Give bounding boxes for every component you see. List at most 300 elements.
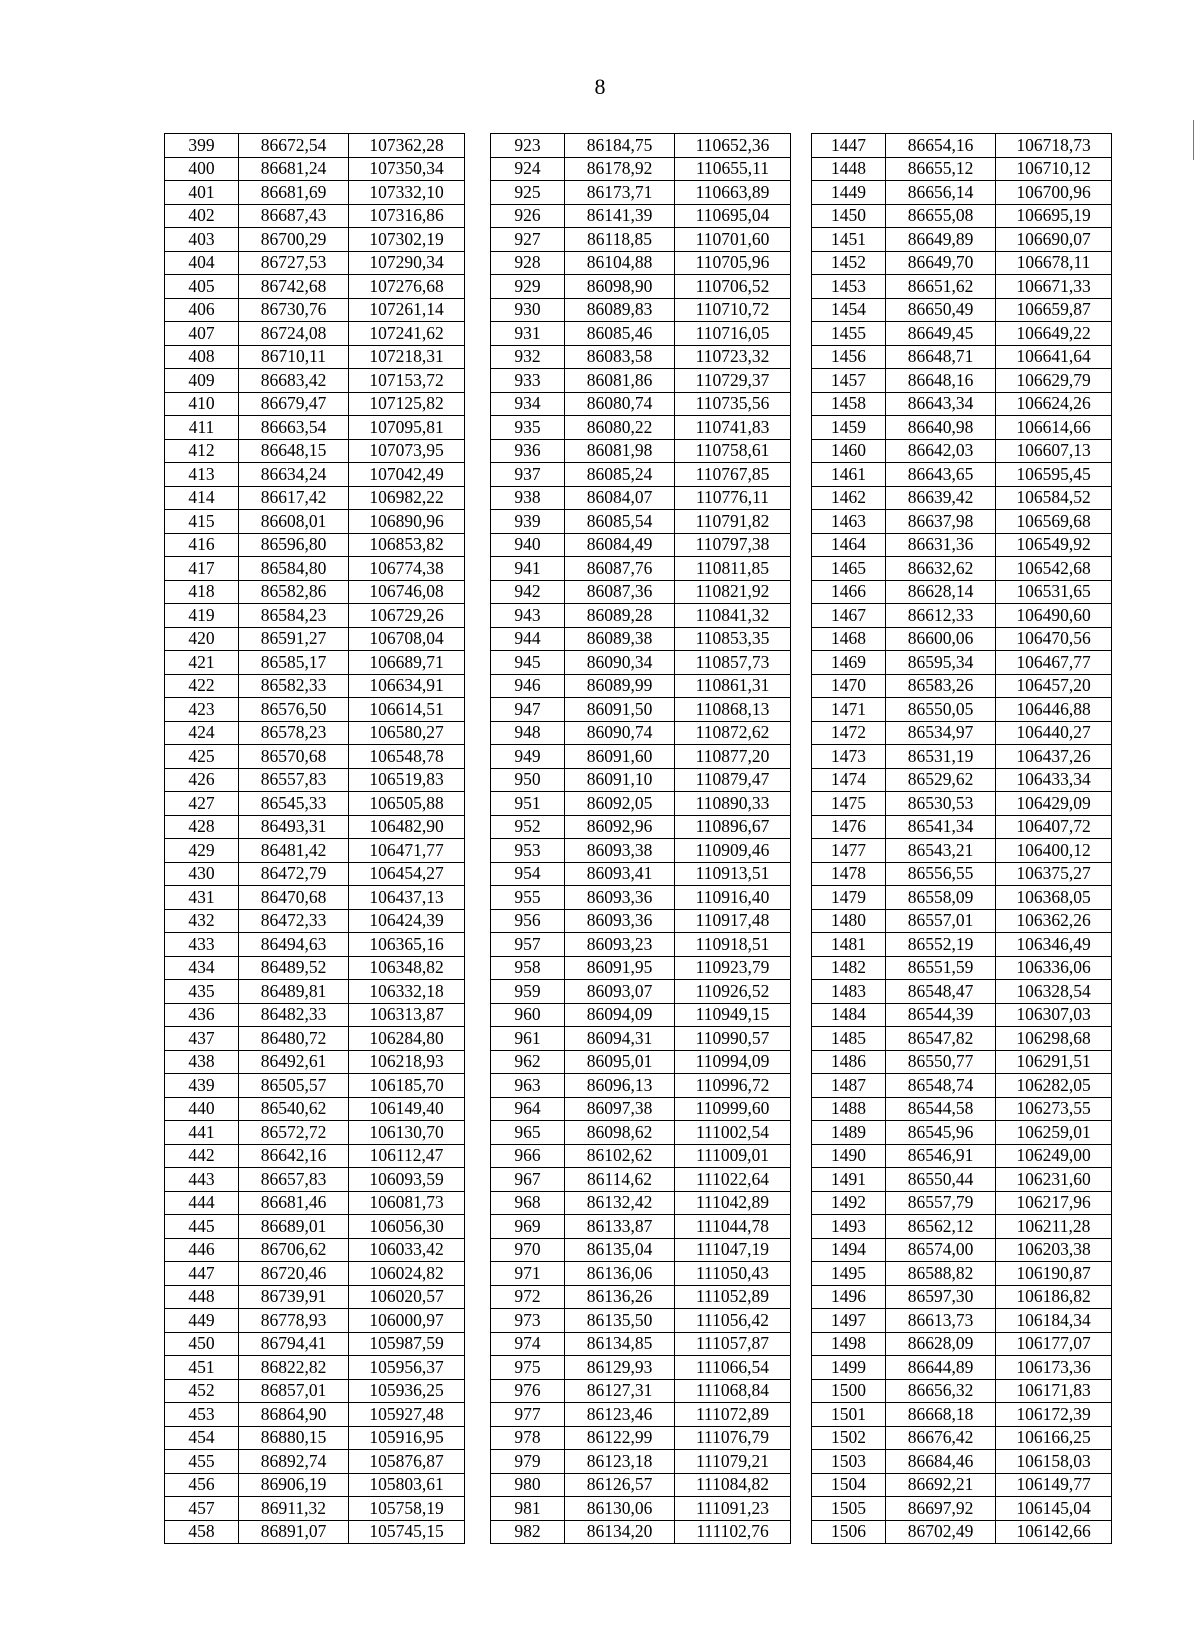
y-coordinate-cell: 106595,45 [996,463,1112,487]
table-row [165,604,465,628]
point-number-cell: 1476 [812,815,886,839]
y-coordinate-cell: 106173,36 [996,1356,1112,1380]
point-number-cell: 974 [491,1332,565,1356]
y-coordinate-cell: 111076,79 [675,1426,791,1450]
point-number-cell: 425 [165,745,239,769]
x-coordinate-cell: 86891,07 [239,1520,349,1544]
point-number-cell: 954 [491,862,565,886]
y-coordinate-cell: 110909,46 [675,839,791,863]
x-coordinate-cell: 86505,57 [239,1074,349,1098]
point-number-cell: 427 [165,792,239,816]
y-coordinate-cell: 107218,31 [349,345,465,369]
point-number-cell: 981 [491,1497,565,1521]
table-row [165,463,465,487]
point-number-cell: 1493 [812,1215,886,1239]
x-coordinate-cell: 86584,23 [239,604,349,628]
x-coordinate-cell: 86091,60 [565,745,675,769]
x-coordinate-cell: 86123,18 [565,1450,675,1474]
point-number-cell: 441 [165,1121,239,1145]
table-row [165,1520,465,1544]
point-number-cell: 1501 [812,1403,886,1427]
table-row [491,486,791,510]
x-coordinate-cell: 86739,91 [239,1285,349,1309]
point-number-cell: 945 [491,651,565,675]
point-number-cell: 1467 [812,604,886,628]
y-coordinate-cell: 110949,15 [675,1003,791,1027]
table-row [165,1262,465,1286]
point-number-cell: 437 [165,1027,239,1051]
point-number-cell: 1464 [812,533,886,557]
table-row [812,1309,1112,1333]
x-coordinate-cell: 86135,04 [565,1238,675,1262]
x-coordinate-cell: 86094,09 [565,1003,675,1027]
y-coordinate-cell: 110706,52 [675,275,791,299]
y-coordinate-cell: 106177,07 [996,1332,1112,1356]
x-coordinate-cell: 86093,36 [565,909,675,933]
point-number-cell: 959 [491,980,565,1004]
point-number-cell: 936 [491,439,565,463]
y-coordinate-cell: 106203,38 [996,1238,1112,1262]
point-number-cell: 414 [165,486,239,510]
point-number-cell: 424 [165,721,239,745]
x-coordinate-cell: 86640,98 [886,416,996,440]
x-coordinate-cell: 86700,29 [239,228,349,252]
table-row [812,557,1112,581]
table-row [491,1050,791,1074]
y-coordinate-cell: 107125,82 [349,392,465,416]
table-row [812,745,1112,769]
table-row [165,1238,465,1262]
x-coordinate-cell: 86540,62 [239,1097,349,1121]
table-row [165,345,465,369]
point-number-cell: 1460 [812,439,886,463]
table-row [491,181,791,205]
point-number-cell: 409 [165,369,239,393]
table-row [491,1309,791,1333]
y-coordinate-cell: 106548,78 [349,745,465,769]
point-number-cell: 929 [491,275,565,299]
table-row [491,1356,791,1380]
y-coordinate-cell: 106490,60 [996,604,1112,628]
y-coordinate-cell: 107042,49 [349,463,465,487]
y-coordinate-cell: 106659,87 [996,298,1112,322]
x-coordinate-cell: 86650,49 [886,298,996,322]
table-row [165,510,465,534]
x-coordinate-cell: 86545,96 [886,1121,996,1145]
x-coordinate-cell: 86545,33 [239,792,349,816]
x-coordinate-cell: 86132,42 [565,1191,675,1215]
y-coordinate-cell: 106375,27 [996,862,1112,886]
point-number-cell: 1486 [812,1050,886,1074]
x-coordinate-cell: 86585,17 [239,651,349,675]
y-coordinate-cell: 106690,07 [996,228,1112,252]
y-coordinate-cell: 106689,71 [349,651,465,675]
point-number-cell: 1498 [812,1332,886,1356]
table-row [812,980,1112,1004]
table-row [165,1379,465,1403]
y-coordinate-cell: 106185,70 [349,1074,465,1098]
point-number-cell: 975 [491,1356,565,1380]
point-number-cell: 1453 [812,275,886,299]
x-coordinate-cell: 86093,41 [565,862,675,886]
x-coordinate-cell: 86557,01 [886,909,996,933]
y-coordinate-cell: 106482,90 [349,815,465,839]
table-row [491,134,791,158]
x-coordinate-cell: 86668,18 [886,1403,996,1427]
table-row [491,275,791,299]
table-row [491,604,791,628]
point-number-cell: 422 [165,674,239,698]
y-coordinate-cell: 110916,40 [675,886,791,910]
table-row [165,392,465,416]
table-row [491,698,791,722]
x-coordinate-cell: 86684,46 [886,1450,996,1474]
point-number-cell: 1470 [812,674,886,698]
x-coordinate-cell: 86634,24 [239,463,349,487]
table-row [491,886,791,910]
y-coordinate-cell: 106000,97 [349,1309,465,1333]
y-coordinate-cell: 106149,40 [349,1097,465,1121]
table-row [491,1426,791,1450]
table-row [812,1074,1112,1098]
point-number-cell: 1488 [812,1097,886,1121]
x-coordinate-cell: 86136,06 [565,1262,675,1286]
x-coordinate-cell: 86649,45 [886,322,996,346]
point-number-cell: 1487 [812,1074,886,1098]
point-number-cell: 418 [165,580,239,604]
x-coordinate-cell: 86692,21 [886,1473,996,1497]
y-coordinate-cell: 106718,73 [996,134,1112,158]
point-number-cell: 1474 [812,768,886,792]
y-coordinate-cell: 110791,82 [675,510,791,534]
y-coordinate-cell: 110917,48 [675,909,791,933]
y-coordinate-cell: 111084,82 [675,1473,791,1497]
y-coordinate-cell: 105927,48 [349,1403,465,1427]
x-coordinate-cell: 86493,31 [239,815,349,839]
point-number-cell: 941 [491,557,565,581]
y-coordinate-cell: 106890,96 [349,510,465,534]
table-row [812,275,1112,299]
y-coordinate-cell: 106130,70 [349,1121,465,1145]
y-coordinate-cell: 106332,18 [349,980,465,1004]
x-coordinate-cell: 86492,61 [239,1050,349,1074]
point-number-cell: 969 [491,1215,565,1239]
x-coordinate-cell: 86742,68 [239,275,349,299]
table-row [812,1050,1112,1074]
x-coordinate-cell: 86093,23 [565,933,675,957]
table-row [812,157,1112,181]
table-row [165,1450,465,1474]
table-row [165,651,465,675]
x-coordinate-cell: 86911,32 [239,1497,349,1521]
point-number-cell: 1491 [812,1168,886,1192]
table-row [491,980,791,1004]
x-coordinate-cell: 86134,85 [565,1332,675,1356]
table-row [165,369,465,393]
table-row [812,1003,1112,1027]
table-row [165,1074,465,1098]
point-number-cell: 419 [165,604,239,628]
table-row [165,486,465,510]
x-coordinate-cell: 86588,82 [886,1262,996,1286]
x-coordinate-cell: 86083,58 [565,345,675,369]
y-coordinate-cell: 111057,87 [675,1332,791,1356]
y-coordinate-cell: 107241,62 [349,322,465,346]
table-row [165,1027,465,1051]
x-coordinate-cell: 86184,75 [565,134,675,158]
point-number-cell: 1492 [812,1191,886,1215]
point-number-cell: 970 [491,1238,565,1262]
point-number-cell: 1477 [812,839,886,863]
table-row [812,1285,1112,1309]
x-coordinate-cell: 86649,70 [886,251,996,275]
point-number-cell: 1449 [812,181,886,205]
x-coordinate-cell: 86091,95 [565,956,675,980]
x-coordinate-cell: 86591,27 [239,627,349,651]
x-coordinate-cell: 86550,77 [886,1050,996,1074]
y-coordinate-cell: 110710,72 [675,298,791,322]
point-number-cell: 1494 [812,1238,886,1262]
table-row [491,768,791,792]
y-coordinate-cell: 110655,11 [675,157,791,181]
x-coordinate-cell: 86794,41 [239,1332,349,1356]
y-coordinate-cell: 106678,11 [996,251,1112,275]
y-coordinate-cell: 110695,04 [675,204,791,228]
y-coordinate-cell: 110877,20 [675,745,791,769]
x-coordinate-cell: 86548,47 [886,980,996,1004]
y-coordinate-cell: 106424,39 [349,909,465,933]
x-coordinate-cell: 86544,58 [886,1097,996,1121]
x-coordinate-cell: 86656,32 [886,1379,996,1403]
table-row [491,1238,791,1262]
y-coordinate-cell: 106695,19 [996,204,1112,228]
table-row [812,1379,1112,1403]
x-coordinate-cell: 86710,11 [239,345,349,369]
y-coordinate-cell: 106145,04 [996,1497,1112,1521]
point-number-cell: 1485 [812,1027,886,1051]
point-number-cell: 957 [491,933,565,957]
x-coordinate-cell: 86727,53 [239,251,349,275]
y-coordinate-cell: 106362,26 [996,909,1112,933]
x-coordinate-cell: 86548,74 [886,1074,996,1098]
table-row [812,698,1112,722]
y-coordinate-cell: 106249,00 [996,1144,1112,1168]
table-row [165,1121,465,1145]
x-coordinate-cell: 86724,08 [239,322,349,346]
y-coordinate-cell: 106470,56 [996,627,1112,651]
table-row [491,345,791,369]
y-coordinate-cell: 110758,61 [675,439,791,463]
table-row [491,721,791,745]
x-coordinate-cell: 86557,83 [239,768,349,792]
y-coordinate-cell: 111009,01 [675,1144,791,1168]
table-row [165,1473,465,1497]
y-coordinate-cell: 105803,61 [349,1473,465,1497]
y-coordinate-cell: 110926,52 [675,980,791,1004]
table-row [491,815,791,839]
table-row [812,181,1112,205]
table-row [165,862,465,886]
table-row [812,392,1112,416]
point-number-cell: 967 [491,1168,565,1192]
x-coordinate-cell: 86574,00 [886,1238,996,1262]
point-number-cell: 430 [165,862,239,886]
y-coordinate-cell: 106634,91 [349,674,465,698]
table-row [491,322,791,346]
table-row [165,980,465,1004]
page-number: 8 [594,74,606,99]
point-number-cell: 976 [491,1379,565,1403]
x-coordinate-cell: 86642,16 [239,1144,349,1168]
y-coordinate-cell: 106505,88 [349,792,465,816]
x-coordinate-cell: 86133,87 [565,1215,675,1239]
table-row [491,228,791,252]
x-coordinate-cell: 86651,62 [886,275,996,299]
point-number-cell: 415 [165,510,239,534]
y-coordinate-cell: 105745,15 [349,1520,465,1544]
y-coordinate-cell: 106437,13 [349,886,465,910]
point-number-cell: 1448 [812,157,886,181]
table-row [812,909,1112,933]
x-coordinate-cell: 86544,39 [886,1003,996,1027]
x-coordinate-cell: 86857,01 [239,1379,349,1403]
y-coordinate-cell: 106024,82 [349,1262,465,1286]
y-coordinate-cell: 110663,89 [675,181,791,205]
table-row [165,1050,465,1074]
table-row [491,204,791,228]
y-coordinate-cell: 106348,82 [349,956,465,980]
y-coordinate-cell: 111068,84 [675,1379,791,1403]
table-row [165,1144,465,1168]
x-coordinate-cell: 86134,20 [565,1520,675,1544]
y-coordinate-cell: 107153,72 [349,369,465,393]
y-coordinate-cell: 107261,14 [349,298,465,322]
y-coordinate-cell: 106457,20 [996,674,1112,698]
y-coordinate-cell: 106166,25 [996,1426,1112,1450]
y-coordinate-cell: 107276,68 [349,275,465,299]
y-coordinate-cell: 106710,12 [996,157,1112,181]
point-number-cell: 428 [165,815,239,839]
x-coordinate-cell: 86681,46 [239,1191,349,1215]
x-coordinate-cell: 86089,38 [565,627,675,651]
point-number-cell: 1455 [812,322,886,346]
y-coordinate-cell: 106671,33 [996,275,1112,299]
table-row [812,463,1112,487]
point-number-cell: 940 [491,533,565,557]
y-coordinate-cell: 111042,89 [675,1191,791,1215]
table-row [812,1403,1112,1427]
y-coordinate-cell: 106629,79 [996,369,1112,393]
table-row [812,674,1112,698]
table-row [165,768,465,792]
x-coordinate-cell: 86085,54 [565,510,675,534]
x-coordinate-cell: 86093,07 [565,980,675,1004]
y-coordinate-cell: 106158,03 [996,1450,1112,1474]
x-coordinate-cell: 86098,62 [565,1121,675,1145]
table-row [165,721,465,745]
table-row [812,651,1112,675]
y-coordinate-cell: 106291,51 [996,1050,1112,1074]
y-coordinate-cell: 106614,66 [996,416,1112,440]
point-number-cell: 403 [165,228,239,252]
table-row [812,1027,1112,1051]
x-coordinate-cell: 86663,54 [239,416,349,440]
y-coordinate-cell: 110868,13 [675,698,791,722]
table-row [165,580,465,604]
x-coordinate-cell: 86570,68 [239,745,349,769]
y-coordinate-cell: 111091,23 [675,1497,791,1521]
x-coordinate-cell: 86480,72 [239,1027,349,1051]
x-coordinate-cell: 86679,47 [239,392,349,416]
y-coordinate-cell: 106467,77 [996,651,1112,675]
table-row [491,1285,791,1309]
x-coordinate-cell: 86085,46 [565,322,675,346]
x-coordinate-cell: 86092,05 [565,792,675,816]
table-row [812,862,1112,886]
point-number-cell: 944 [491,627,565,651]
y-coordinate-cell: 106641,64 [996,345,1112,369]
x-coordinate-cell: 86778,93 [239,1309,349,1333]
point-number-cell: 453 [165,1403,239,1427]
x-coordinate-cell: 86637,98 [886,510,996,534]
y-coordinate-cell: 105876,87 [349,1450,465,1474]
table-row [165,1426,465,1450]
table-row [812,298,1112,322]
y-coordinate-cell: 110741,83 [675,416,791,440]
point-number-cell: 982 [491,1520,565,1544]
table-row [812,486,1112,510]
y-coordinate-cell: 106284,80 [349,1027,465,1051]
x-coordinate-cell: 86087,36 [565,580,675,604]
table-row [165,416,465,440]
x-coordinate-cell: 86702,49 [886,1520,996,1544]
x-coordinate-cell: 86093,38 [565,839,675,863]
x-coordinate-cell: 86730,76 [239,298,349,322]
x-coordinate-cell: 86632,62 [886,557,996,581]
table-row [812,322,1112,346]
x-coordinate-cell: 86576,50 [239,698,349,722]
point-number-cell: 413 [165,463,239,487]
y-coordinate-cell: 106700,96 [996,181,1112,205]
table-row [165,1356,465,1380]
table-row [491,1473,791,1497]
y-coordinate-cell: 110735,56 [675,392,791,416]
x-coordinate-cell: 86697,92 [886,1497,996,1521]
table-row [165,1497,465,1521]
y-coordinate-cell: 106519,83 [349,768,465,792]
x-coordinate-cell: 86656,14 [886,181,996,205]
point-number-cell: 400 [165,157,239,181]
table-row [165,1097,465,1121]
x-coordinate-cell: 86098,90 [565,275,675,299]
point-number-cell: 956 [491,909,565,933]
point-number-cell: 1463 [812,510,886,534]
x-coordinate-cell: 86550,44 [886,1168,996,1192]
point-number-cell: 925 [491,181,565,205]
table-row [165,933,465,957]
x-coordinate-cell: 86097,38 [565,1097,675,1121]
table-row [165,1309,465,1333]
table-row [491,1332,791,1356]
x-coordinate-cell: 86104,88 [565,251,675,275]
coordinate-table-3 [811,133,1112,1544]
point-number-cell: 1451 [812,228,886,252]
y-coordinate-cell: 106774,38 [349,557,465,581]
point-number-cell: 948 [491,721,565,745]
point-number-cell: 405 [165,275,239,299]
x-coordinate-cell: 86087,76 [565,557,675,581]
x-coordinate-cell: 86600,06 [886,627,996,651]
